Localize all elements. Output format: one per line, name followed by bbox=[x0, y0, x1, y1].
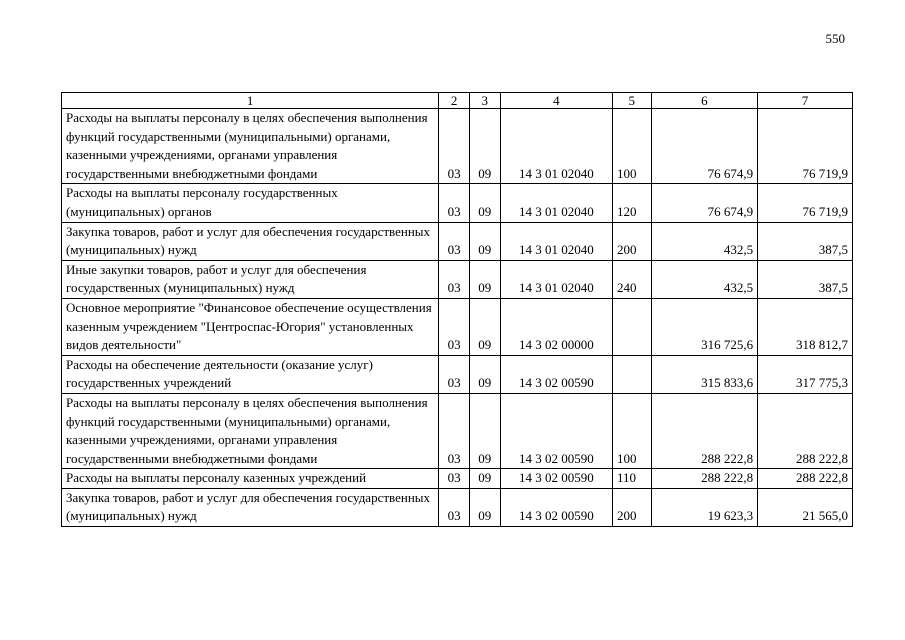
header-cell: 6 bbox=[651, 93, 757, 109]
table-row bbox=[62, 469, 853, 489]
amount-cell: 76 674,9 bbox=[651, 109, 757, 184]
subsection-cell: 09 bbox=[469, 260, 500, 298]
amount-cell: 432,5 bbox=[651, 222, 757, 260]
subsection-cell: 09 bbox=[469, 184, 500, 222]
subsection-cell: 09 bbox=[469, 298, 500, 355]
budget-table bbox=[61, 92, 853, 527]
header-cell: 2 bbox=[439, 93, 470, 109]
table-row bbox=[62, 222, 853, 260]
amount-cell: 387,5 bbox=[758, 222, 853, 260]
target-article-cell: 14 3 02 00590 bbox=[500, 355, 612, 393]
row-name-cell: Расходы на выплаты персоналу в целях обеспечения выполнения функций государственными (муниципальными) органами, казенными учреждениями, органами управления государственными внебюджетными фондами bbox=[62, 393, 439, 468]
amount-cell: 317 775,3 bbox=[758, 355, 853, 393]
expense-type-cell: 240 bbox=[613, 260, 652, 298]
amount-cell: 19 623,3 bbox=[651, 488, 757, 526]
section-cell: 03 bbox=[439, 355, 470, 393]
amount-cell: 432,5 bbox=[651, 260, 757, 298]
table-header-row bbox=[62, 93, 853, 109]
expense-type-cell bbox=[613, 355, 652, 393]
target-article-cell: 14 3 02 00590 bbox=[500, 488, 612, 526]
amount-cell: 318 812,7 bbox=[758, 298, 853, 355]
table-row bbox=[62, 355, 853, 393]
expense-type-cell bbox=[613, 298, 652, 355]
amount-cell: 288 222,8 bbox=[651, 393, 757, 468]
subsection-cell: 09 bbox=[469, 488, 500, 526]
subsection-cell: 09 bbox=[469, 469, 500, 489]
target-article-cell: 14 3 01 02040 bbox=[500, 222, 612, 260]
subsection-cell: 09 bbox=[469, 355, 500, 393]
target-article-cell: 14 3 01 02040 bbox=[500, 109, 612, 184]
header-cell: 4 bbox=[500, 93, 612, 109]
section-cell: 03 bbox=[439, 298, 470, 355]
amount-cell: 288 222,8 bbox=[651, 469, 757, 489]
section-cell: 03 bbox=[439, 488, 470, 526]
target-article-cell: 14 3 01 02040 bbox=[500, 184, 612, 222]
amount-cell: 76 719,9 bbox=[758, 109, 853, 184]
expense-type-cell: 100 bbox=[613, 393, 652, 468]
section-cell: 03 bbox=[439, 393, 470, 468]
row-name-cell: Закупка товаров, работ и услуг для обеспечения государственных (муниципальных) нужд bbox=[62, 488, 439, 526]
section-cell: 03 bbox=[439, 109, 470, 184]
table-row bbox=[62, 109, 853, 184]
row-name-cell: Иные закупки товаров, работ и услуг для обеспечения государственных (муниципальных) нужд bbox=[62, 260, 439, 298]
target-article-cell: 14 3 02 00590 bbox=[500, 469, 612, 489]
row-name-cell: Закупка товаров, работ и услуг для обеспечения государственных (муниципальных) нужд bbox=[62, 222, 439, 260]
amount-cell: 387,5 bbox=[758, 260, 853, 298]
expense-type-cell: 110 bbox=[613, 469, 652, 489]
page-number: 550 bbox=[825, 31, 845, 46]
amount-cell: 315 833,6 bbox=[651, 355, 757, 393]
section-cell: 03 bbox=[439, 222, 470, 260]
amount-cell: 21 565,0 bbox=[758, 488, 853, 526]
header-cell: 5 bbox=[613, 93, 652, 109]
header-cell: 1 bbox=[62, 93, 439, 109]
header-cell: 7 bbox=[758, 93, 853, 109]
table-row bbox=[62, 393, 853, 468]
table-row bbox=[62, 298, 853, 355]
table-row bbox=[62, 488, 853, 526]
expense-type-cell: 200 bbox=[613, 488, 652, 526]
amount-cell: 76 719,9 bbox=[758, 184, 853, 222]
expense-type-cell: 120 bbox=[613, 184, 652, 222]
section-cell: 03 bbox=[439, 260, 470, 298]
header-cell: 3 bbox=[469, 93, 500, 109]
section-cell: 03 bbox=[439, 469, 470, 489]
row-name-cell: Основное мероприятие "Финансовое обеспечение осуществления казенным учреждением "Центроспас-Югория" установленных видов деятельности" bbox=[62, 298, 439, 355]
section-cell: 03 bbox=[439, 184, 470, 222]
subsection-cell: 09 bbox=[469, 222, 500, 260]
amount-cell: 76 674,9 bbox=[651, 184, 757, 222]
target-article-cell: 14 3 02 00000 bbox=[500, 298, 612, 355]
amount-cell: 288 222,8 bbox=[758, 469, 853, 489]
subsection-cell: 09 bbox=[469, 109, 500, 184]
row-name-cell: Расходы на выплаты персоналу государственных (муниципальных) органов bbox=[62, 184, 439, 222]
table-row bbox=[62, 184, 853, 222]
target-article-cell: 14 3 02 00590 bbox=[500, 393, 612, 468]
expense-type-cell: 200 bbox=[613, 222, 652, 260]
row-name-cell: Расходы на выплаты персоналу в целях обеспечения выполнения функций государственными (муниципальными) органами, казенными учреждениями, органами управления государственными внебюджетными фондами bbox=[62, 109, 439, 184]
subsection-cell: 09 bbox=[469, 393, 500, 468]
row-name-cell: Расходы на обеспечение деятельности (оказание услуг) государственных учреждений bbox=[62, 355, 439, 393]
amount-cell: 288 222,8 bbox=[758, 393, 853, 468]
amount-cell: 316 725,6 bbox=[651, 298, 757, 355]
row-name-cell: Расходы на выплаты персоналу казенных учреждений bbox=[62, 469, 439, 489]
expense-type-cell: 100 bbox=[613, 109, 652, 184]
table-row bbox=[62, 260, 853, 298]
target-article-cell: 14 3 01 02040 bbox=[500, 260, 612, 298]
